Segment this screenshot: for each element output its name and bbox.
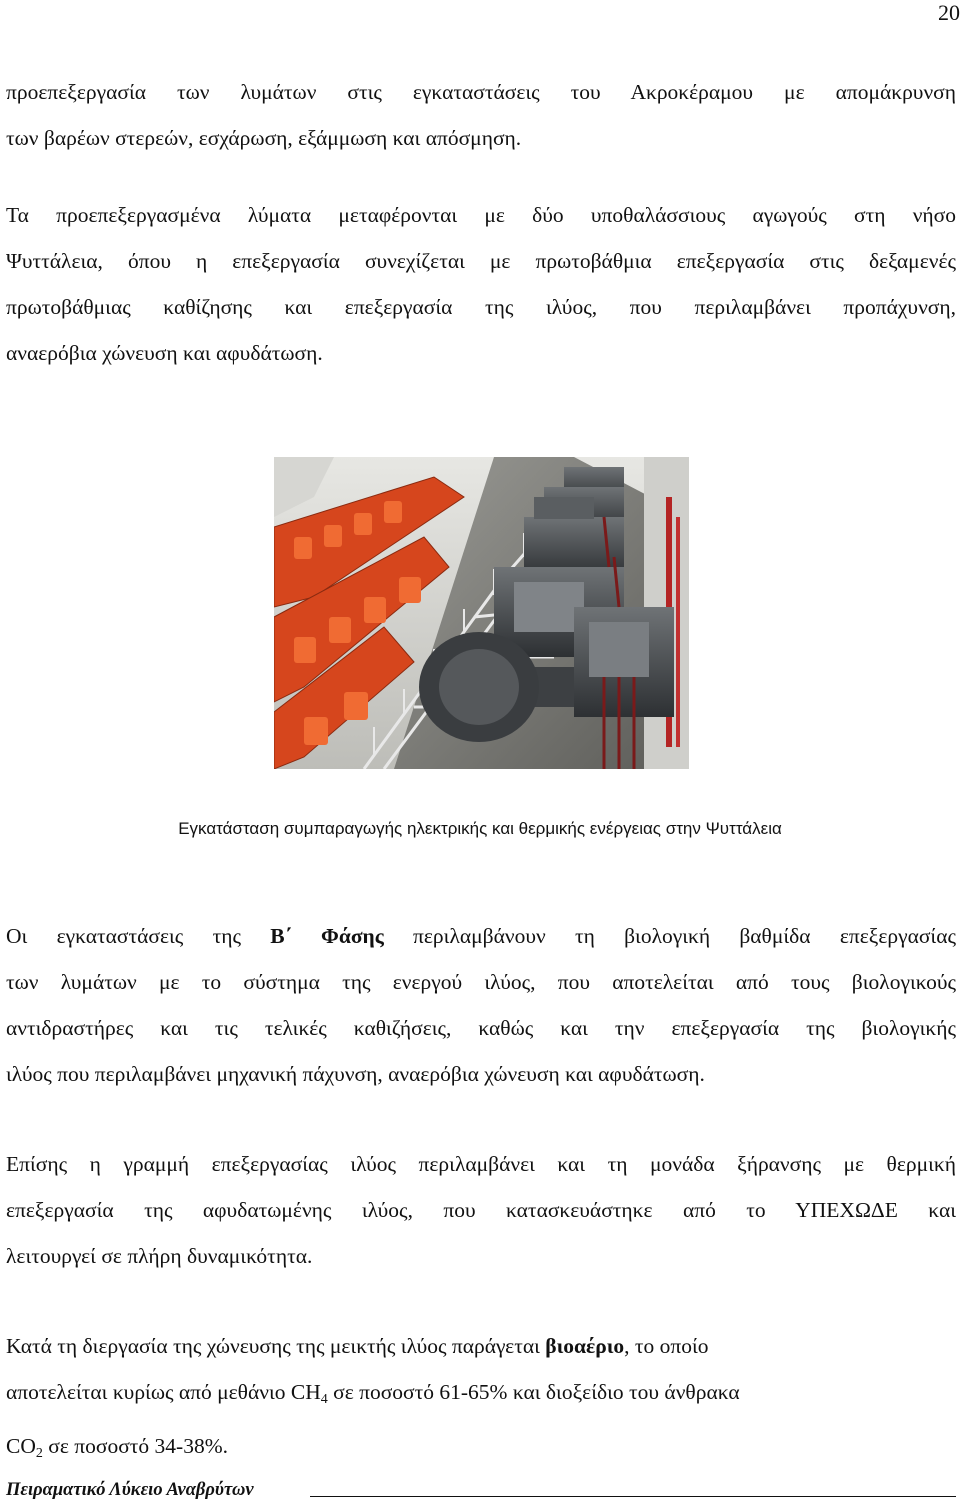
text-run: περιλαμβάνουν τη βιολογική βαθμίδα επεξεργασίας [383, 924, 956, 948]
paragraph-pretreatment [6, 69, 956, 161]
text-run: Οι εγκαταστάσεις της [6, 924, 271, 948]
paragraph-line: ιλύος που περιλαμβάνει μηχανική πάχυνση, αναερόβια χώνευση και αφυδάτωση. [6, 1062, 705, 1086]
text-run: σε ποσοστό 61-65% και διοξείδιο του άνθρακα [327, 1380, 740, 1404]
text-run: , το οποίο [624, 1334, 709, 1358]
paragraph-line: πρωτοβάθμιας καθίζησης και επεξεργασία της ιλύος, που περιλαμβάνει προπάχυνση, [6, 295, 956, 319]
figure-caption: Εγκατάσταση συμπαραγωγής ηλεκτρικής και θερμικής ενέργειας στην Ψυττάλεια [178, 819, 782, 838]
paragraph-line [6, 1323, 956, 1369]
footer-school-name: Πειραματικό Λύκειο Αναβρύτων [6, 1480, 254, 1500]
cogeneration-plant-photo [274, 457, 689, 769]
paragraph-line [6, 1423, 956, 1477]
paragraph-line: Ψυττάλεια, όπου η επεξεργασία συνεχίζεται με πρωτοβάθμια επεξεργασία στις δεξαμενές [6, 249, 956, 273]
paragraph-line: προεπεξεργασία των λυμάτων στις εγκαταστάσεις του Ακροκέραμου με απομάκρυνση [6, 80, 956, 104]
footer [6, 1478, 956, 1502]
phase-b-bold: Β΄ Φάσης [270, 924, 384, 948]
paragraph-line: επεξεργασία της αφυδατωμένης ιλύος, που κατασκευάστηκε από το ΥΠΕΧΩΔΕ και [6, 1198, 956, 1222]
text-run: Κατά τη διεργασία της χώνευσης της μεικτής ιλύος παράγεται [6, 1334, 546, 1358]
footer-rule [310, 1496, 956, 1497]
paragraph-drying-unit [6, 1141, 956, 1279]
paragraph-line: Επίσης η γραμμή επεξεργασίας ιλύος περιλαμβάνει και τη μονάδα ξήρανσης με θερμική [6, 1152, 956, 1176]
biogas-bold: βιοαέριο [545, 1334, 625, 1358]
paragraph-line: αναερόβια χώνευση και αφυδάτωση. [6, 341, 323, 365]
text-run: CO [6, 1434, 36, 1458]
paragraph-line: των λυμάτων με το σύστημα της ενεργού ιλύος, που αποτελείται από τους βιολογικούς [6, 970, 956, 994]
paragraph-line [6, 1369, 956, 1423]
paragraph-line: λειτουργεί σε πλήρη δυναμικότητα. [6, 1244, 313, 1268]
paragraph-line: αντιδραστήρες και τις τελικές καθιζήσεις, καθώς και την επεξεργασία της βιολογικής [6, 1016, 956, 1040]
paragraph-line: των βαρέων στερεών, εσχάρωση, εξάμμωση και απόσμηση. [6, 126, 522, 150]
paragraph-phase-b [6, 913, 956, 1097]
subscript: 4 [320, 1392, 328, 1407]
text-run: σε ποσοστό 34-38%. [42, 1434, 228, 1458]
text-run: αποτελείται κυρίως από μεθάνιο CH [6, 1380, 321, 1404]
paragraph-biogas [6, 1323, 956, 1477]
subscript: 2 [35, 1446, 43, 1461]
paragraph-line [6, 913, 956, 959]
page-number: 20 [938, 0, 960, 25]
paragraph-transfer-psyttaleia [6, 192, 956, 376]
paragraph-line: Τα προεπεξεργασμένα λύματα μεταφέρονται με δύο υποθαλάσσιους αγωγούς στη νήσο [6, 203, 956, 227]
